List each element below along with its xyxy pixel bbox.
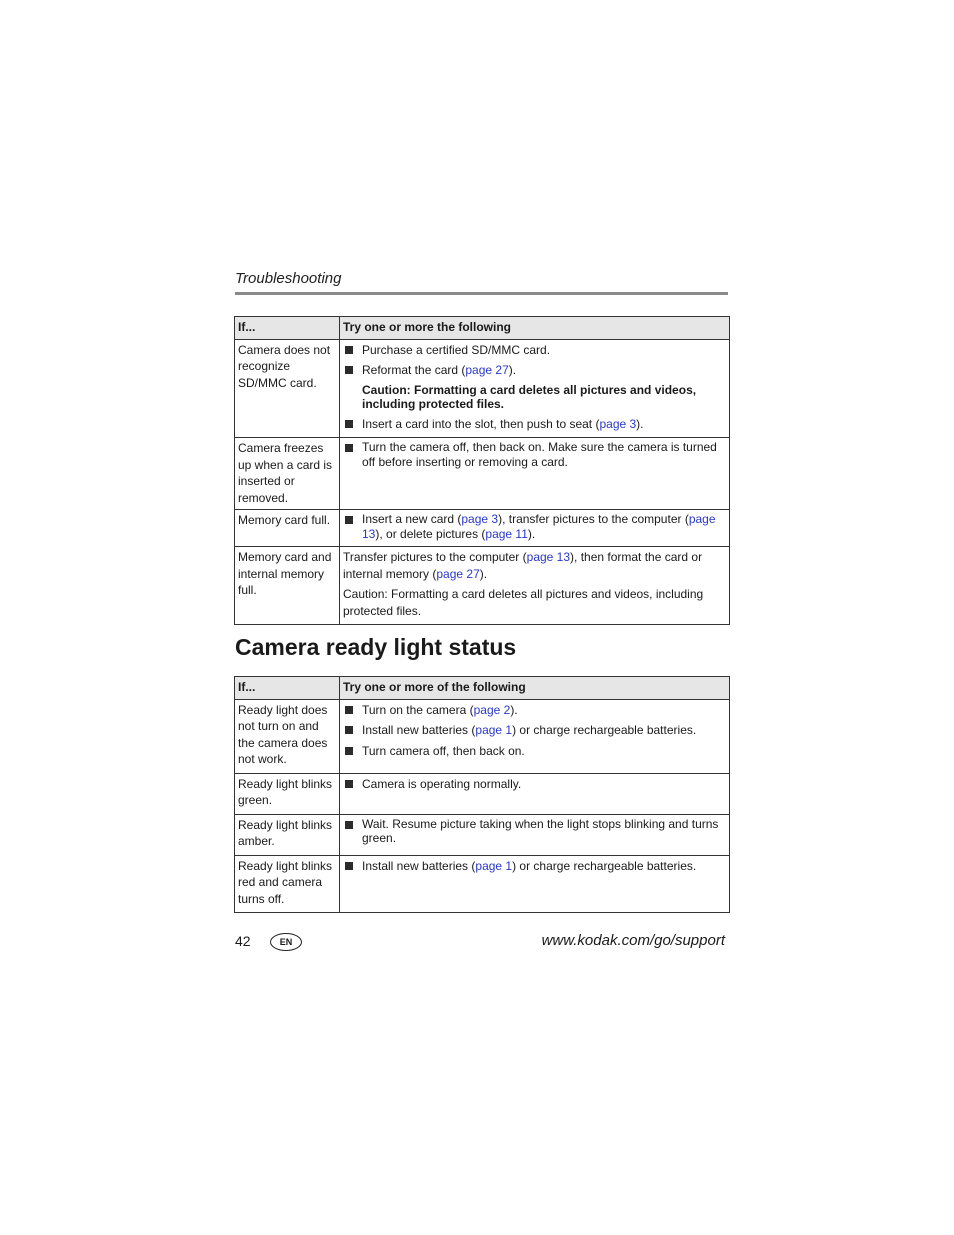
paragraph: Transfer pictures to the computer (page 13), then format the card or internal memory (page 27).: [343, 550, 703, 581]
support-url[interactable]: www.kodak.com/go/support: [541, 932, 725, 949]
bullet-square-icon: [345, 516, 353, 524]
list-item: Turn camera off, then back on.: [343, 743, 726, 760]
page-link[interactable]: page 2: [473, 702, 511, 717]
page-link[interactable]: page 13: [526, 550, 571, 564]
solution-cell: [340, 814, 730, 855]
troubleshooting-table: [234, 316, 730, 625]
bullet-square-icon: [345, 420, 353, 428]
table-row: [235, 438, 730, 510]
condition-cell: Ready light blinks red and camera turns off.: [235, 855, 340, 913]
table-row: [235, 855, 730, 913]
page-link[interactable]: page 13: [362, 512, 716, 541]
column-header-try: Try one or more the following: [340, 317, 730, 340]
list-item: Wait. Resume picture taking when the light stops blinking and turns green.: [343, 817, 726, 846]
bullet-square-icon: [345, 706, 353, 714]
section-header: Troubleshooting: [235, 270, 342, 287]
list-item: Install new batteries (page 1) or charge rechargeable batteries.: [343, 858, 726, 875]
table-header-row: [235, 677, 730, 700]
condition-cell: Ready light blinks green.: [235, 773, 340, 814]
table-row: [235, 339, 730, 438]
caution-note: Caution: Formatting a card deletes all pictures and videos, including protected files.: [362, 382, 697, 411]
table-row: [235, 510, 730, 547]
condition-cell: Memory card full.: [235, 510, 340, 547]
page-link[interactable]: page 11: [485, 526, 528, 541]
solution-cell: [340, 773, 730, 814]
solution-cell: [340, 547, 730, 625]
ready-light-table: [234, 676, 730, 913]
page-number: 42: [235, 933, 251, 949]
list-item: Install new batteries (page 1) or charge rechargeable batteries.: [343, 722, 726, 739]
column-header-if: If...: [235, 317, 340, 340]
language-badge-icon: EN: [270, 933, 302, 951]
page-link[interactable]: page 27: [465, 363, 509, 377]
condition-cell: Ready light does not turn on and the camera does not work.: [235, 699, 340, 773]
page-link[interactable]: page 27: [436, 566, 480, 581]
solution-cell: [340, 855, 730, 913]
section-title: Camera ready light status: [235, 634, 517, 660]
list-item: Turn on the camera (page 2).: [343, 702, 726, 719]
page-link[interactable]: page 1: [475, 858, 513, 873]
section-divider: [235, 292, 728, 295]
list-item: Camera is operating normally.: [343, 776, 726, 793]
condition-cell: Camera freezes up when a card is inserted or removed.: [235, 438, 340, 510]
table-row: [235, 547, 730, 625]
list-item: Turn the camera off, then back on. Make sure the camera is turned off before inserting or removing a card.: [343, 440, 726, 469]
bullet-square-icon: [345, 726, 353, 734]
bullet-square-icon: [345, 780, 353, 788]
bullet-square-icon: [345, 747, 353, 755]
table-row: [235, 814, 730, 855]
list-item: Insert a new card (page 3), transfer pictures to the computer (page 13), or delete pictures (page 11).: [343, 512, 726, 541]
solution-cell: [340, 438, 730, 510]
condition-cell: Memory card and internal memory full.: [235, 547, 340, 625]
page-link[interactable]: page 1: [475, 723, 513, 737]
list-item: Reformat the card (page 27).: [343, 362, 726, 379]
bullet-square-icon: [345, 346, 353, 354]
bullet-square-icon: [345, 444, 353, 452]
table-row: [235, 699, 730, 773]
solution-cell: [340, 699, 730, 773]
list-item: Purchase a certified SD/MMC card.: [343, 342, 726, 359]
table-row: [235, 773, 730, 814]
solution-cell: [340, 339, 730, 438]
solution-cell: [340, 510, 730, 547]
condition-cell: Ready light blinks amber.: [235, 814, 340, 855]
column-header-if: If...: [235, 677, 340, 700]
table-header-row: [235, 317, 730, 340]
bullet-square-icon: [345, 862, 353, 870]
page-link[interactable]: page 3: [461, 512, 499, 526]
list-item: Insert a card into the slot, then push to seat (page 3).: [343, 416, 726, 433]
bullet-square-icon: [345, 821, 353, 829]
caution-paragraph: Caution: Formatting a card deletes all pictures and videos, including protected files.: [343, 587, 704, 618]
bullet-square-icon: [345, 366, 353, 374]
condition-cell: Camera does not recognize SD/MMC card.: [235, 339, 340, 438]
page-link[interactable]: page 3: [599, 416, 637, 431]
column-header-try: Try one or more of the following: [340, 677, 730, 700]
